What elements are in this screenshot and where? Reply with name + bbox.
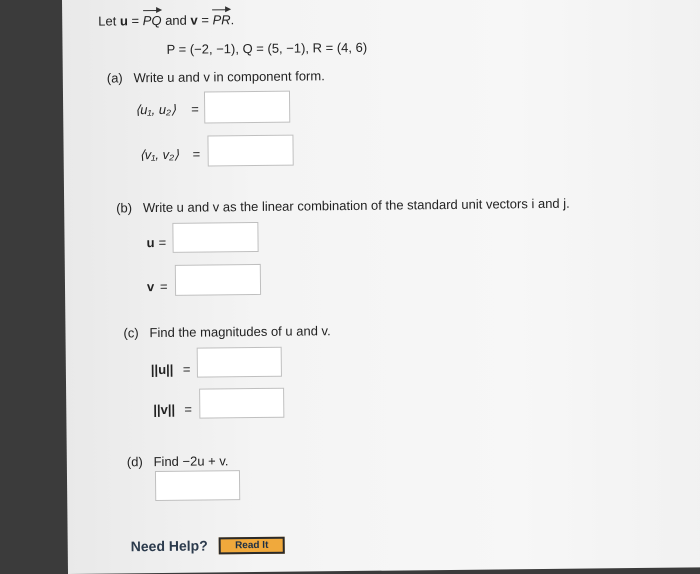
part-b-row2-label: v — [146, 279, 155, 295]
part-c-row1-eq: = — [182, 361, 191, 377]
part-a-row2-label: ⟨v₁, v₂⟩ — [139, 146, 180, 163]
part-c-label: (c) — [123, 325, 139, 341]
part-c-text: Find the magnitudes of u and v. — [149, 323, 331, 341]
part-b-row1-eq: = — [158, 234, 167, 251]
v-magnitude-input[interactable] — [199, 388, 284, 419]
intro-and: and — [165, 12, 187, 28]
part-b-label: (b) — [116, 200, 133, 216]
part-b-heading — [116, 196, 570, 216]
intro-eq2: = — [201, 12, 209, 28]
u-unit-vector-input[interactable] — [172, 222, 258, 253]
v-component-input[interactable] — [207, 135, 293, 167]
part-a-row1-label: ⟨u₁, u₂⟩ — [135, 101, 177, 118]
intro-eq1: = — [131, 13, 140, 29]
intro-v: v — [190, 12, 198, 28]
part-d-label: (d) — [126, 454, 143, 470]
part-c-heading — [123, 323, 330, 340]
intro-u: u — [119, 13, 128, 29]
part-c-row2-eq: = — [184, 401, 192, 417]
homework-page — [62, 0, 700, 574]
combination-input[interactable] — [155, 470, 240, 501]
part-a-row2-eq: = — [192, 146, 201, 162]
u-magnitude-input[interactable] — [197, 347, 282, 378]
part-b-row2-eq: = — [159, 278, 168, 294]
vector-pq: PQ — [142, 12, 162, 29]
part-c-row1-label: ||u|| — [150, 361, 174, 378]
intro-line — [98, 12, 234, 28]
points-line: P = (−2, −1), Q = (5, −1), R = (4, 6) — [166, 39, 368, 57]
read-it-label: Read It — [234, 539, 269, 552]
part-a-label: (a) — [106, 70, 123, 86]
part-c-row2-label: ||v|| — [153, 401, 176, 418]
part-b-row1-label: u — [146, 235, 155, 251]
read-it-button[interactable] — [219, 537, 285, 555]
intro-period: . — [230, 12, 235, 28]
vector-pr: PR — [212, 12, 231, 28]
part-a-row1-eq: = — [191, 101, 199, 117]
part-d-heading — [127, 453, 229, 469]
v-unit-vector-input[interactable] — [175, 264, 261, 296]
intro-let: Let — [98, 13, 117, 29]
part-a-text: Write u and v in component form. — [133, 68, 325, 86]
part-a-heading — [107, 68, 325, 85]
u-component-input[interactable] — [204, 91, 290, 124]
part-d-text: Find −2u + v. — [153, 453, 229, 470]
part-b-text: Write u and v as the linear combination of the standard unit vectors i and j. — [142, 195, 570, 216]
need-help-label: Need Help? — [130, 537, 208, 555]
